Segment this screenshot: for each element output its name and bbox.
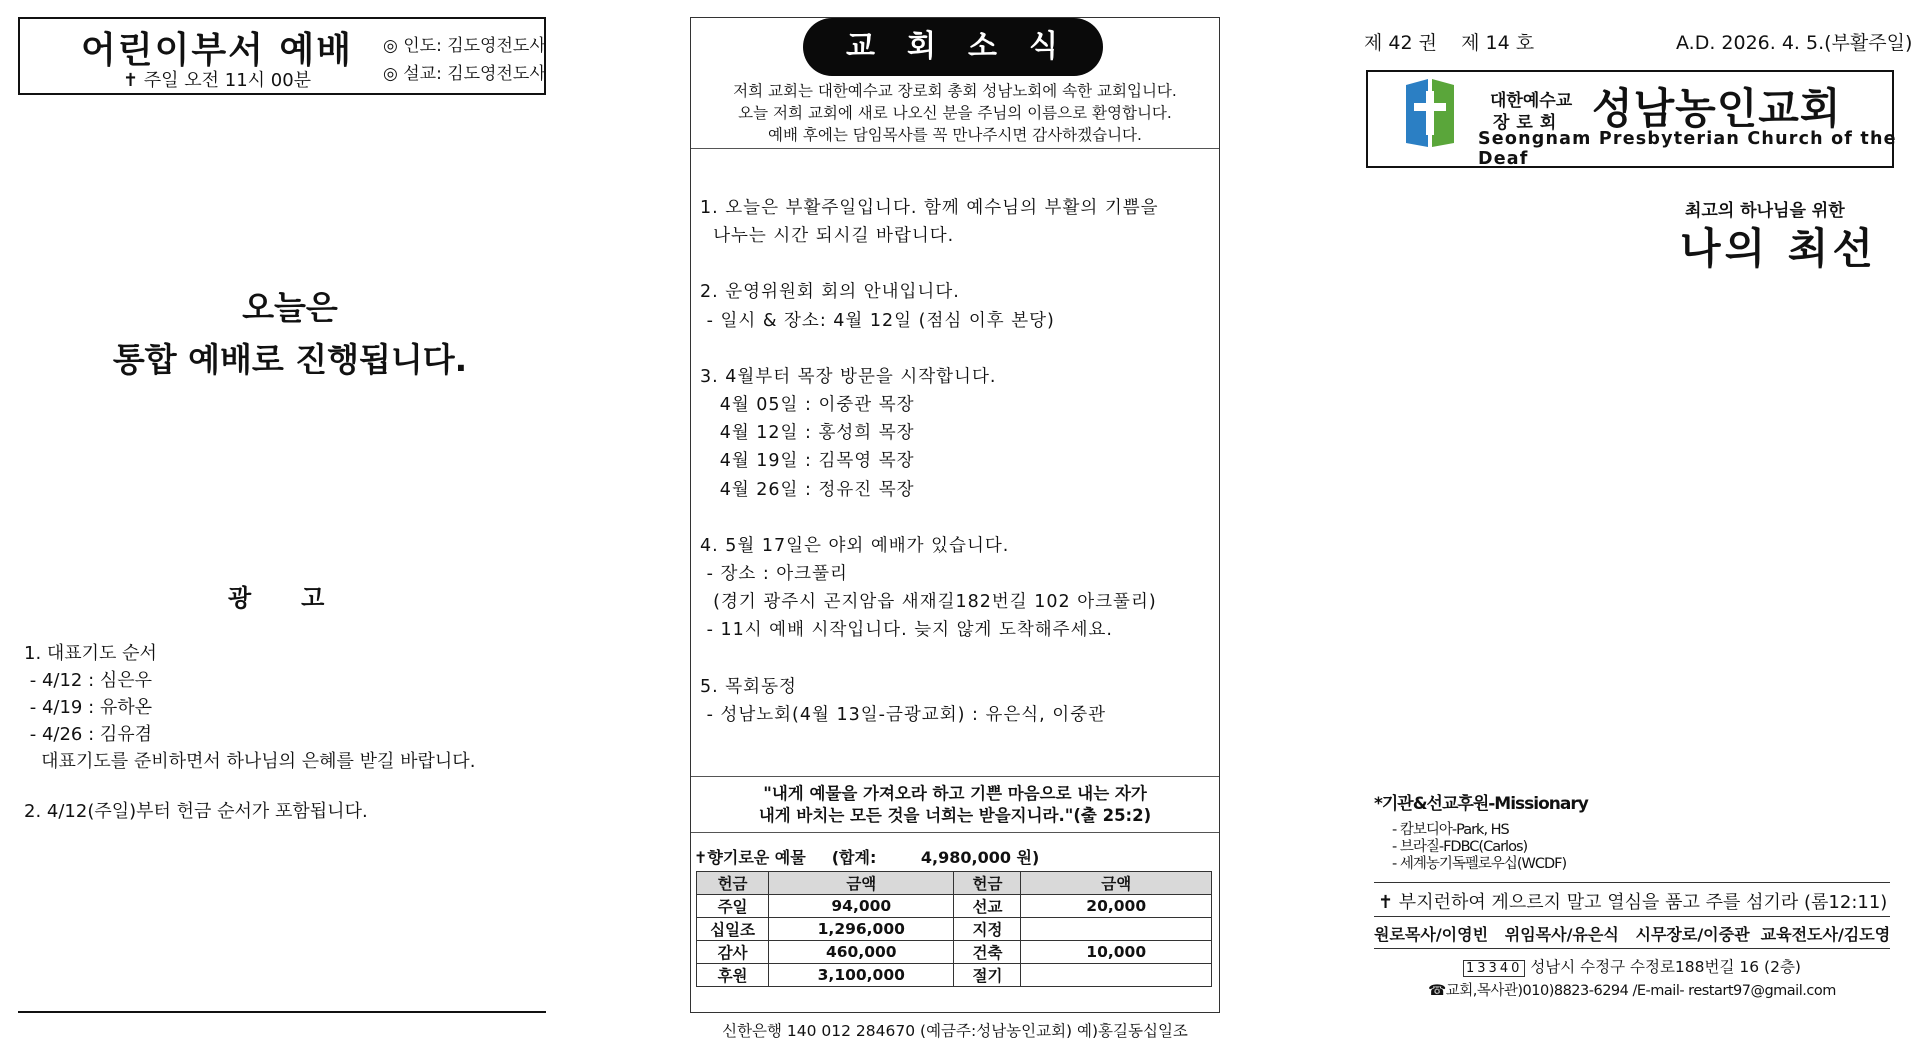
announcements-title: 광고 — [228, 584, 375, 612]
church-cross-logo-icon — [1404, 77, 1456, 149]
missionary-title: *기관&선교후원-Missionary — [1374, 794, 1588, 814]
motto-title: 나의 최선 — [1680, 224, 1877, 273]
table-cell: 지정 — [954, 918, 1021, 941]
scripture-verse: ✝ 부지런하여 게으르지 말고 열심을 품고 주를 섬기라 (롬12:11) — [1378, 892, 1888, 913]
staff-list: 원로목사/이영빈 위임목사/유은식 시무장로/이중관 교육전도사/김도영 — [1374, 925, 1891, 944]
postal-code: 13340 — [1463, 960, 1525, 977]
table-cell: 10,000 — [1021, 941, 1212, 964]
announcement-line: - 4/12 : 심은우 — [24, 670, 153, 691]
news-line: - 11시 예배 시작입니다. 늦지 않게 도착해주세요. — [700, 620, 1113, 641]
table-cell — [1021, 964, 1212, 987]
church-name-english: Seongnam Presbyterian Church of the Deaf — [1478, 129, 1897, 169]
table-row — [697, 895, 1212, 918]
table-header-cell: 금액 — [769, 872, 954, 895]
table-cell: 460,000 — [769, 941, 954, 964]
offering-total: (합계: 4,980,000 원) — [831, 848, 1040, 867]
table-header-cell: 헌금 — [954, 872, 1021, 895]
verse-divider-bottom — [691, 832, 1219, 833]
news-line: 4월 19일 : 김목영 목장 — [700, 451, 915, 472]
denomination-line-1: 대한예수교 — [1490, 91, 1573, 111]
news-line: 4. 5월 17일은 야외 예배가 있습니다. — [700, 535, 1010, 556]
news-line: 4월 05일 : 이중관 목장 — [700, 395, 915, 416]
announcement-line: - 4/26 : 김유겸 — [24, 724, 153, 745]
notice-line-1: 오늘은 — [242, 288, 338, 327]
notice-line-2: 통합 예배로 진행됩니다. — [112, 340, 468, 379]
welcome-intro — [692, 80, 1218, 146]
news-line — [700, 645, 1218, 673]
news-line: - 장소 : 아크풀리 — [700, 564, 848, 585]
news-line — [700, 250, 1218, 278]
news-line — [700, 504, 1218, 532]
offering-title: ✝향기로운 예물 — [694, 848, 806, 867]
table-row — [697, 941, 1212, 964]
service-time: ✝ 주일 오전 11시 00분 — [122, 70, 312, 91]
news-line: 나누는 시간 되시길 바랍니다. — [700, 226, 955, 247]
missionary-list — [1392, 822, 1566, 873]
church-name: 성남농인교회 — [1592, 84, 1842, 133]
church-address — [1374, 955, 1890, 977]
church-contact: ☎교회,목사관)010)8823-6294 /E-mail- restart97@gmail.com — [1428, 983, 1836, 999]
bulletin-date: A.D. 2026. 4. 5.(부활주일) — [1676, 32, 1913, 54]
intro-line: 저희 교회는 대한예수교 장로회 총회 성남노회에 속한 교회입니다. — [733, 82, 1177, 100]
table-cell: 94,000 — [769, 895, 954, 918]
table-cell: 3,100,000 — [769, 964, 954, 987]
service-title: 어린이부서 예배 — [81, 30, 353, 71]
news-line: 4월 26일 : 정유진 목장 — [700, 479, 915, 500]
verse-line: "내게 예물을 가져오라 하고 기쁜 마음으로 내는 자가 — [763, 784, 1147, 803]
church-news-title: 교회소식 — [803, 18, 1103, 76]
verse-divider-top — [691, 776, 1219, 777]
missionary-item: - 세계농기독펠로우십(WCDF) — [1392, 856, 1567, 872]
scripture-divider-top — [1374, 882, 1890, 883]
table-row — [697, 918, 1212, 941]
integrated-service-notice — [0, 282, 580, 386]
motto-subtitle: 최고의 하나님을 위한 — [1685, 201, 1845, 221]
offering-verse — [692, 783, 1218, 827]
news-line: 5. 목회동정 — [700, 676, 797, 697]
announcement-line — [24, 775, 475, 798]
volume-number: 제 42 권 제 14 호 — [1364, 32, 1535, 54]
table-cell — [1021, 918, 1212, 941]
news-list — [700, 194, 1218, 729]
offering-table — [696, 871, 1212, 987]
service-leader: ◎ 인도: 김도영전도사 — [383, 36, 546, 56]
announcement-line: 1. 대표기도 순서 — [24, 643, 157, 664]
announcements-list — [24, 640, 475, 825]
bank-account: 신한은행 140 012 284670 (예금주:성남농인교회) 예)홍길동십일조 — [722, 1022, 1188, 1040]
table-cell: 건축 — [954, 941, 1021, 964]
address-text: 성남시 수정구 수정로188번길 16 (2층) — [1530, 958, 1801, 976]
table-row — [697, 964, 1212, 987]
announcement-line: - 4/19 : 유하온 — [24, 697, 153, 718]
missionary-item: - 캄보디아-Park, HS — [1392, 822, 1509, 838]
table-header-cell: 금액 — [1021, 872, 1212, 895]
news-line: 4월 12일 : 홍성희 목장 — [700, 423, 915, 444]
table-cell: 선교 — [954, 895, 1021, 918]
news-line: (경기 광주시 곤지암읍 새재길182번길 102 아크풀리) — [700, 592, 1157, 613]
table-cell: 1,296,000 — [769, 918, 954, 941]
verse-line: 내게 바치는 모든 것을 너희는 받을지니라."(출 25:2) — [758, 806, 1152, 825]
intro-line: 오늘 저희 교회에 새로 나오신 분을 주님의 이름으로 환영합니다. — [738, 104, 1172, 122]
news-line: 1. 오늘은 부활주일입니다. 함께 예수님의 부활의 기쁨을 — [700, 198, 1159, 218]
intro-divider — [691, 148, 1219, 149]
scripture-divider-bottom — [1374, 916, 1890, 917]
offering-heading — [694, 845, 1039, 868]
table-cell: 20,000 — [1021, 895, 1212, 918]
service-preacher: ◎ 설교: 김도영전도사 — [383, 64, 546, 84]
footer-divider — [18, 1011, 546, 1013]
news-line: 3. 4월부터 목장 방문을 시작합니다. — [700, 366, 997, 387]
table-cell: 후원 — [697, 964, 769, 987]
announcement-line: 대표기도를 준비하면서 하나님의 은혜를 받길 바랍니다. — [24, 751, 476, 772]
news-line — [700, 335, 1218, 363]
news-line: 2. 운영위원회 회의 안내입니다. — [700, 282, 960, 303]
table-cell: 주일 — [697, 895, 769, 918]
staff-divider — [1374, 948, 1890, 949]
denomination-line-2: 장로회 — [1493, 113, 1564, 133]
announcement-line: 2. 4/12(주일)부터 헌금 순서가 포함됩니다. — [24, 801, 368, 822]
table-cell: 감사 — [697, 941, 769, 964]
missionary-item: - 브라질-FDBC(Carlos) — [1392, 839, 1528, 855]
table-cell: 십일조 — [697, 918, 769, 941]
news-line: - 일시 & 장소: 4월 12일 (점심 이후 본당) — [700, 310, 1055, 331]
table-header-cell: 헌금 — [697, 872, 769, 895]
table-cell: 절기 — [954, 964, 1021, 987]
table-header-row — [697, 872, 1212, 895]
intro-line: 예배 후에는 담임목사를 꼭 만나주시면 감사하겠습니다. — [768, 126, 1142, 144]
news-line: - 성남노회(4월 13일-금광교회) : 유은식, 이중관 — [700, 704, 1107, 725]
